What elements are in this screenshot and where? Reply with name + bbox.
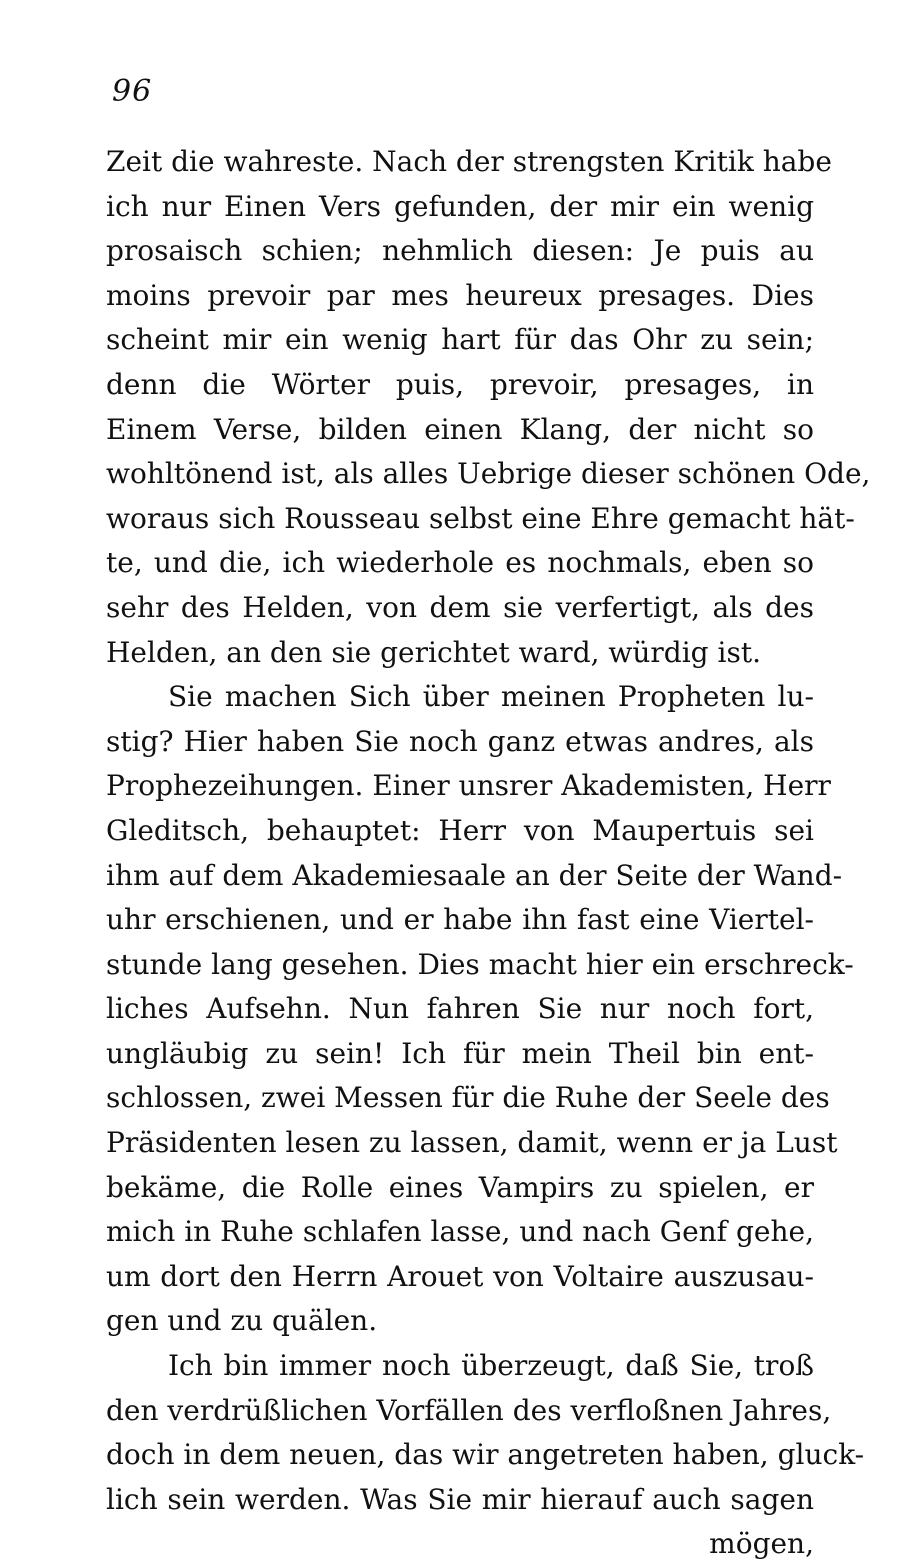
body-text	[106, 140, 871, 1567]
text-line: scheint mir ein wenig hart für das Ohr zu sein;	[106, 323, 814, 357]
text-line: doch in dem neuen, das wir angetreten haben, gluck-	[106, 1438, 865, 1472]
text-line: lich sein werden. Was Sie mir hierauf auch sagen	[106, 1482, 814, 1516]
text-line: stig? Hier haben Sie noch ganz etwas andres, als	[106, 724, 814, 758]
text-line: wohltönend ist, als alles Uebrige dieser schönen Ode,	[106, 457, 871, 491]
text-line: Helden, an den sie gerichtet ward, würdig ist.	[106, 635, 761, 669]
text-line: bekäme, die Rolle eines Vampirs zu spielen, er	[106, 1170, 814, 1204]
text-line: gen und zu quälen.	[106, 1304, 378, 1338]
text-line: prosaisch schien; nehmlich diesen: Je puis au	[106, 234, 814, 268]
text-line: schlossen, zwei Messen für die Ruhe der Seele des	[106, 1081, 830, 1115]
text-line: Ich bin immer noch überzeugt, daß Sie, troß	[168, 1349, 814, 1383]
text-line: ich nur Einen Vers gefunden, der mir ein wenig	[106, 189, 814, 223]
page-number: 96	[112, 74, 153, 109]
text-line: den verdrüßlichen Vorfällen des verfloßnen Jahres,	[106, 1393, 832, 1427]
text-line: uhr erschienen, und er habe ihn fast eine Viertel-	[106, 903, 814, 937]
text-line: moins prevoir par mes heureux presages. Dies	[106, 278, 814, 312]
text-line: liches Aufsehn. Nun fahren Sie nur noch fort,	[106, 992, 814, 1026]
text-line: denn die Wörter puis, prevoir, presages, in	[106, 367, 814, 401]
text-line: Sie machen Sich über meinen Propheten lu-	[168, 680, 814, 714]
text-line: Zeit die wahreste. Nach der strengsten Kritik habe	[106, 145, 832, 178]
text-line: ihm auf dem Akademiesaale an der Seite der Wand-	[106, 858, 843, 892]
text-line: sehr des Helden, von dem sie verfertigt, als des	[106, 590, 814, 624]
text-line: Gleditsch, behauptet: Herr von Maupertuis sei	[106, 813, 814, 847]
text-line: ungläubig zu sein! Ich für mein Theil bin ent-	[106, 1036, 814, 1070]
text-line: mich in Ruhe schlafen lasse, und nach Genf gehe,	[106, 1215, 814, 1249]
text-line: Präsidenten lesen zu lassen, damit, wenn er ja Lust	[106, 1126, 838, 1160]
text-line: Einem Verse, bilden einen Klang, der nicht so	[106, 412, 814, 446]
text-line: woraus sich Rousseau selbst eine Ehre gemacht hät-	[106, 501, 855, 535]
text-line: te, und die, ich wiederhole es nochmals, eben so	[106, 546, 814, 580]
text-line: um dort den Herrn Arouet von Voltaire auszusau-	[106, 1259, 814, 1293]
text-line: Prophezeihungen. Einer unsrer Akademisten, Herr	[106, 769, 831, 803]
text-line: stunde lang gesehen. Dies macht hier ein erschreck-	[106, 947, 854, 981]
catchword: mögen,	[709, 1527, 814, 1561]
